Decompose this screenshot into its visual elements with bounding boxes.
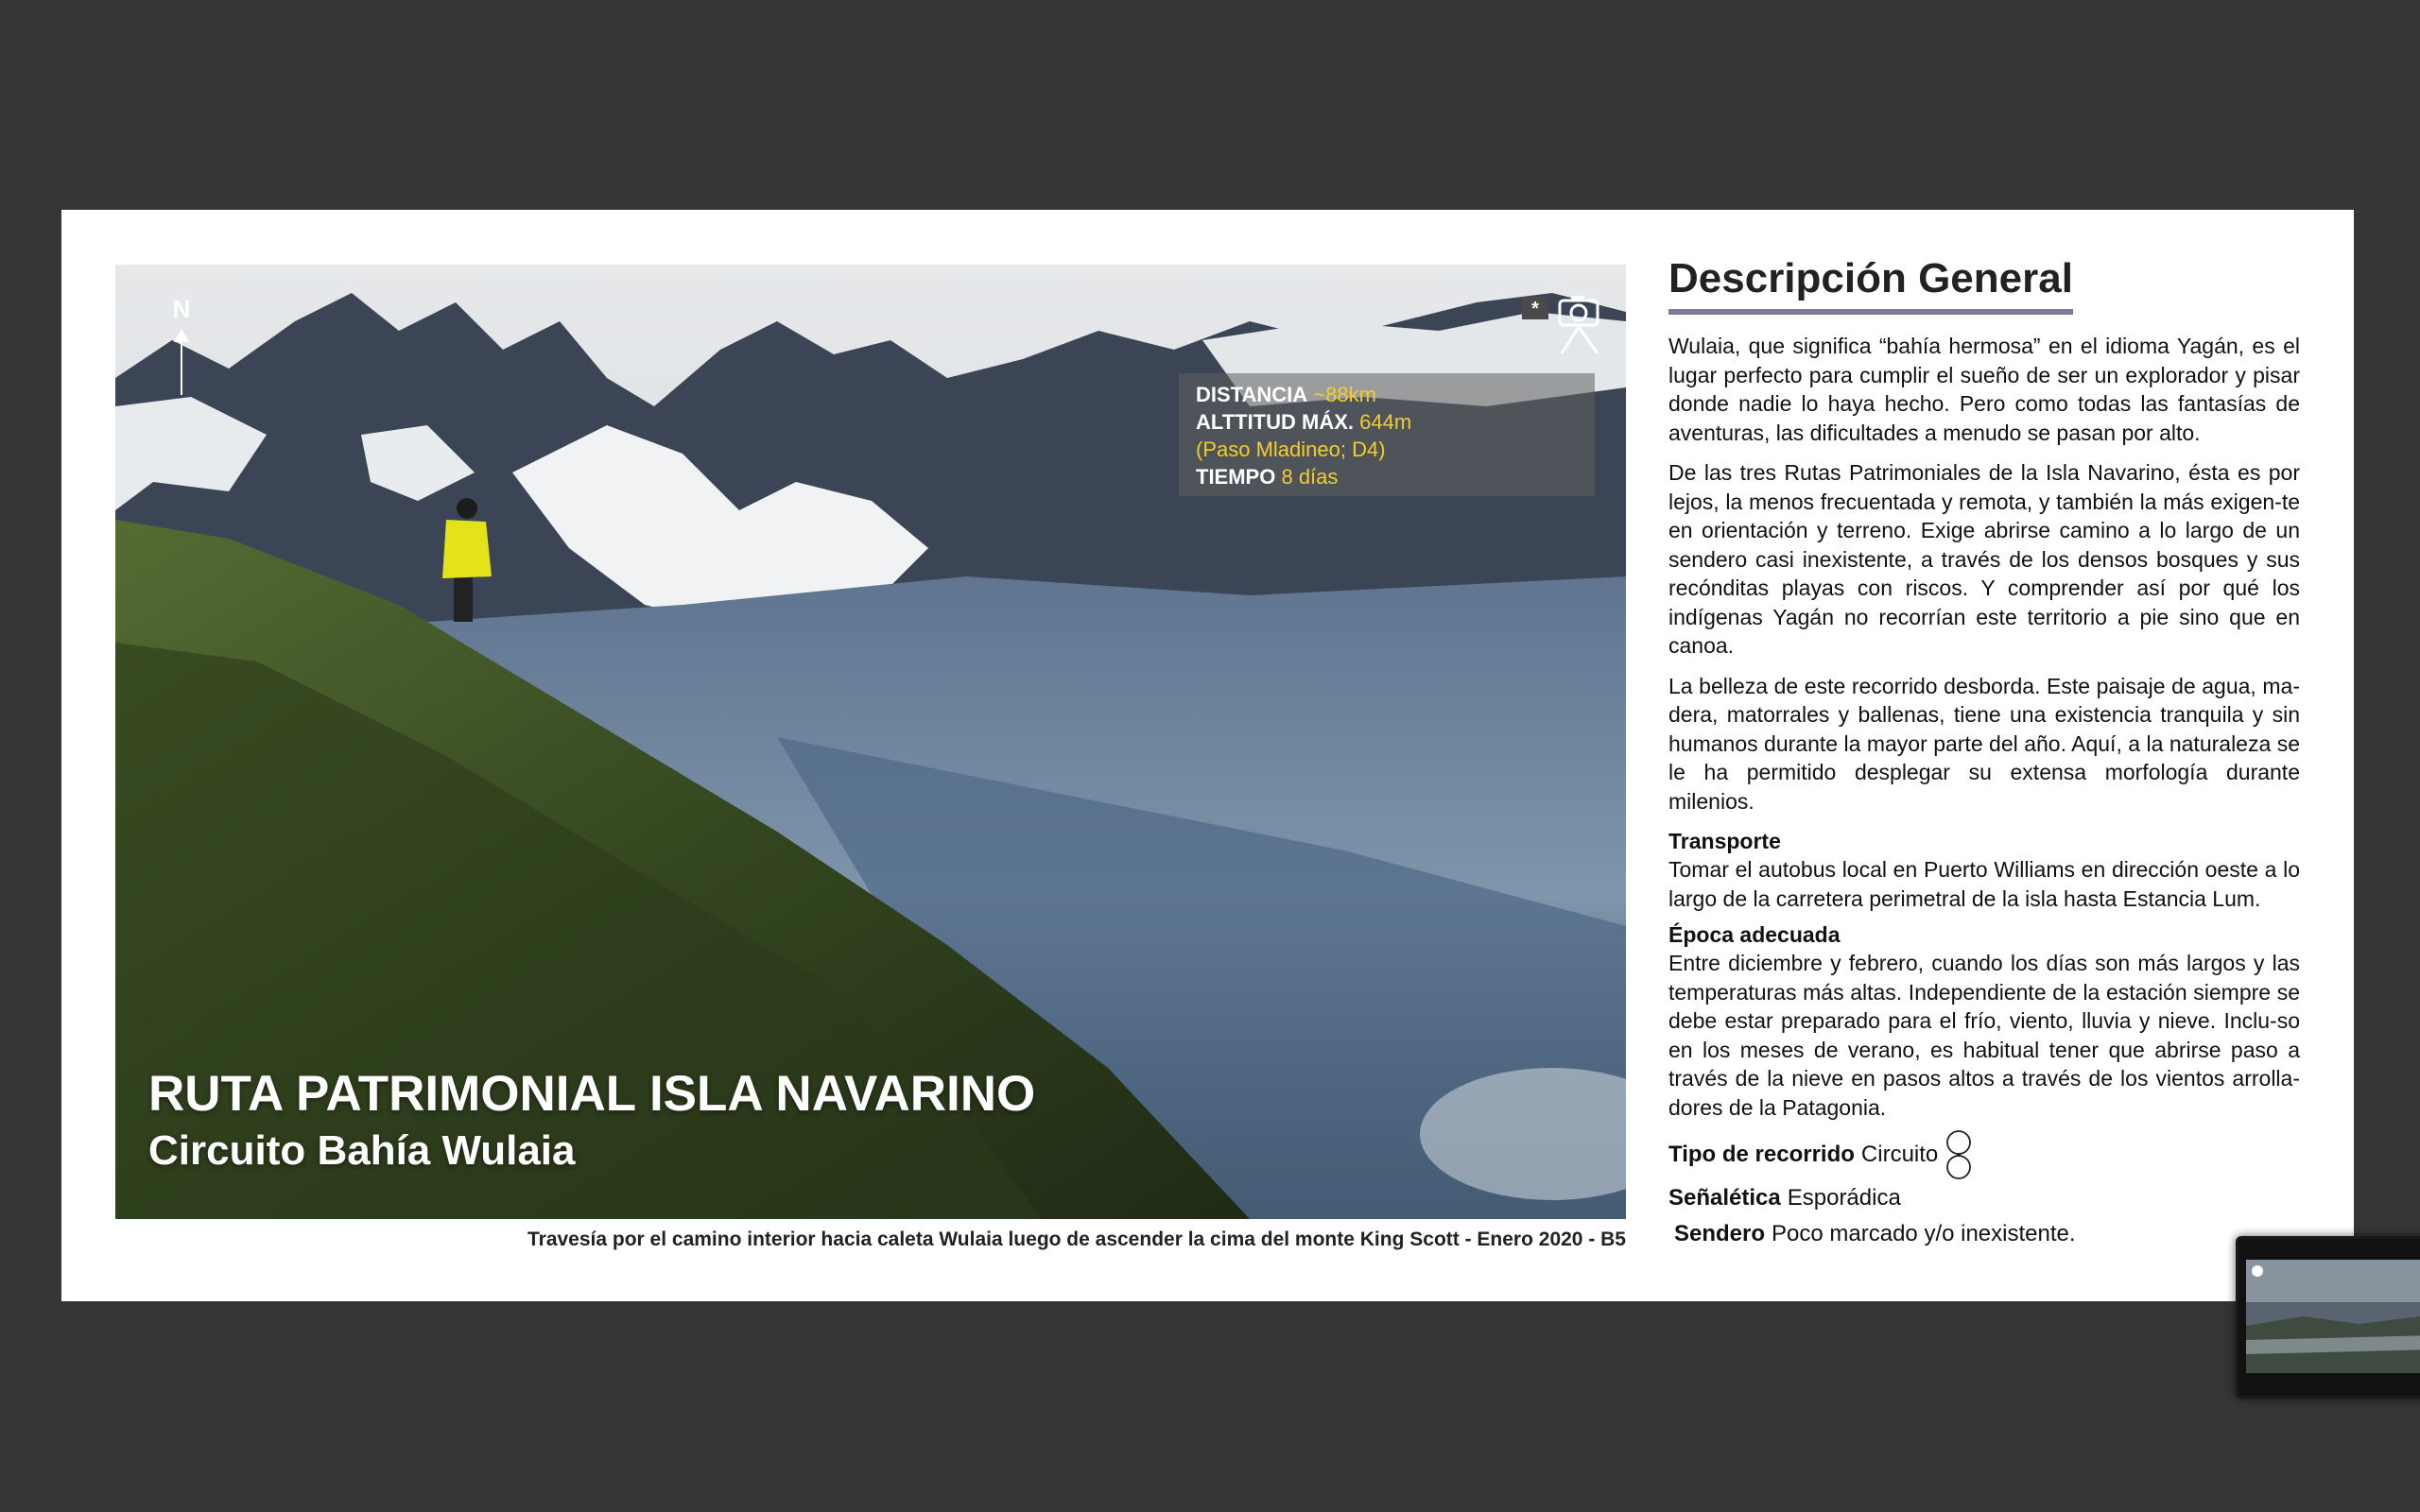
trail-label: Sendero bbox=[1674, 1221, 1766, 1246]
altitude-label: ALTTITUD MÁX. bbox=[1196, 410, 1355, 434]
distance-value: ~88km bbox=[1313, 383, 1376, 406]
route-subtitle: Circuito Bahía Wulaia bbox=[148, 1127, 576, 1174]
season-title: Época adecuada bbox=[1668, 922, 1841, 947]
trail-value: Poco marcado y/o inexistente. bbox=[1772, 1221, 2076, 1246]
description-paragraph-1: Wulaia, que significa “bahía hermosa” en el idioma Yagán, es el lugar perfecto para cumplir el sueño de ser un explorador y pisar donde nadie lo haya hecho. Pero como todas las fantasías de aventuras, las dificultades a menudo se pasan por alto. bbox=[1668, 334, 2300, 445]
camera-tripod-icon bbox=[1554, 293, 1607, 355]
camera-marker-symbol: * bbox=[1522, 297, 1548, 319]
route-stats-box bbox=[1179, 373, 1595, 496]
route-type-label: Tipo de recorrido bbox=[1668, 1142, 1855, 1167]
north-indicator bbox=[163, 295, 200, 399]
description-paragraph-2: De las tres Rutas Patrimoniales de la Isla Navarino, ésta es por lejos, la menos frecuentada y remota, y también la más exigen-te en orientación y terreno. Exige abrirse camino a lo largo de un sendero casi inexistente, a través de los densos bosques y sus recónditas playas con riscos. Y comprender así por qué los indígenas Yagán no recorrían este territorio a pie sino que en canoa. bbox=[1668, 460, 2300, 658]
trail-row bbox=[1674, 1216, 2300, 1252]
description-column bbox=[1668, 252, 2300, 1252]
signage-label: Señalética bbox=[1668, 1185, 1781, 1211]
route-type-value: Circuito bbox=[1860, 1142, 1939, 1167]
transport-title: Transporte bbox=[1668, 829, 1781, 853]
signage-row bbox=[1668, 1180, 2300, 1216]
section-heading: Descripción General bbox=[1668, 252, 2073, 315]
north-label: N bbox=[172, 295, 191, 323]
altitude-note: (Paso Mladineo; D4) bbox=[1196, 438, 1386, 461]
next-page-thumbnail[interactable] bbox=[2236, 1236, 2420, 1399]
transport-text: Tomar el autobus local en Puerto Williams en dirección oeste a lo largo de la carretera perimetral de la isla hasta Estancia Lum. bbox=[1668, 857, 2300, 911]
signage-value: Esporádica bbox=[1787, 1185, 1901, 1211]
altitude-value: 644m bbox=[1359, 410, 1412, 434]
season-text: Entre diciembre y febrero, cuando los días son más largos y las temperaturas más altas. Independiente de la estación siempre se debe estar preparado para el frío, viento, lluvia y nieve. Inclu-so en los meses de verano, es habitual tener que abrirse paso a través de la nieve en pasos altos a través de los vientos arrolla-dores de la Patagonia. bbox=[1668, 951, 2300, 1120]
camera-tripod-marker bbox=[1522, 293, 1607, 355]
photo-caption: Travesía por el camino interior hacia caleta Wulaia luego de ascender la cima del monte King Scott - Enero 2020 - B5 bbox=[527, 1228, 1626, 1250]
hero-photo bbox=[115, 265, 1626, 1219]
loop-circuit-icon bbox=[1944, 1129, 1974, 1180]
description-paragraph-3: La belleza de este recorrido desborda. Este paisaje de agua, ma-dera, matorrales y ballenas, tiene una existencia tranquila y sin humanos durante la mayor parte del año. Aquí, a la naturaleza se le ha permitido desplegar su extensa morfología durante milenios. bbox=[1668, 673, 2300, 814]
north-arrow-icon bbox=[170, 329, 193, 395]
time-value: 8 días bbox=[1281, 465, 1339, 489]
route-title: RUTA PATRIMONIAL ISLA NAVARINO bbox=[148, 1066, 1036, 1122]
document-page bbox=[61, 210, 2354, 1301]
thumbnail-landscape-image bbox=[2246, 1260, 2420, 1373]
distance-label: DISTANCIA bbox=[1196, 383, 1308, 406]
route-type-row bbox=[1668, 1129, 2300, 1180]
time-label: TIEMPO bbox=[1196, 465, 1276, 489]
